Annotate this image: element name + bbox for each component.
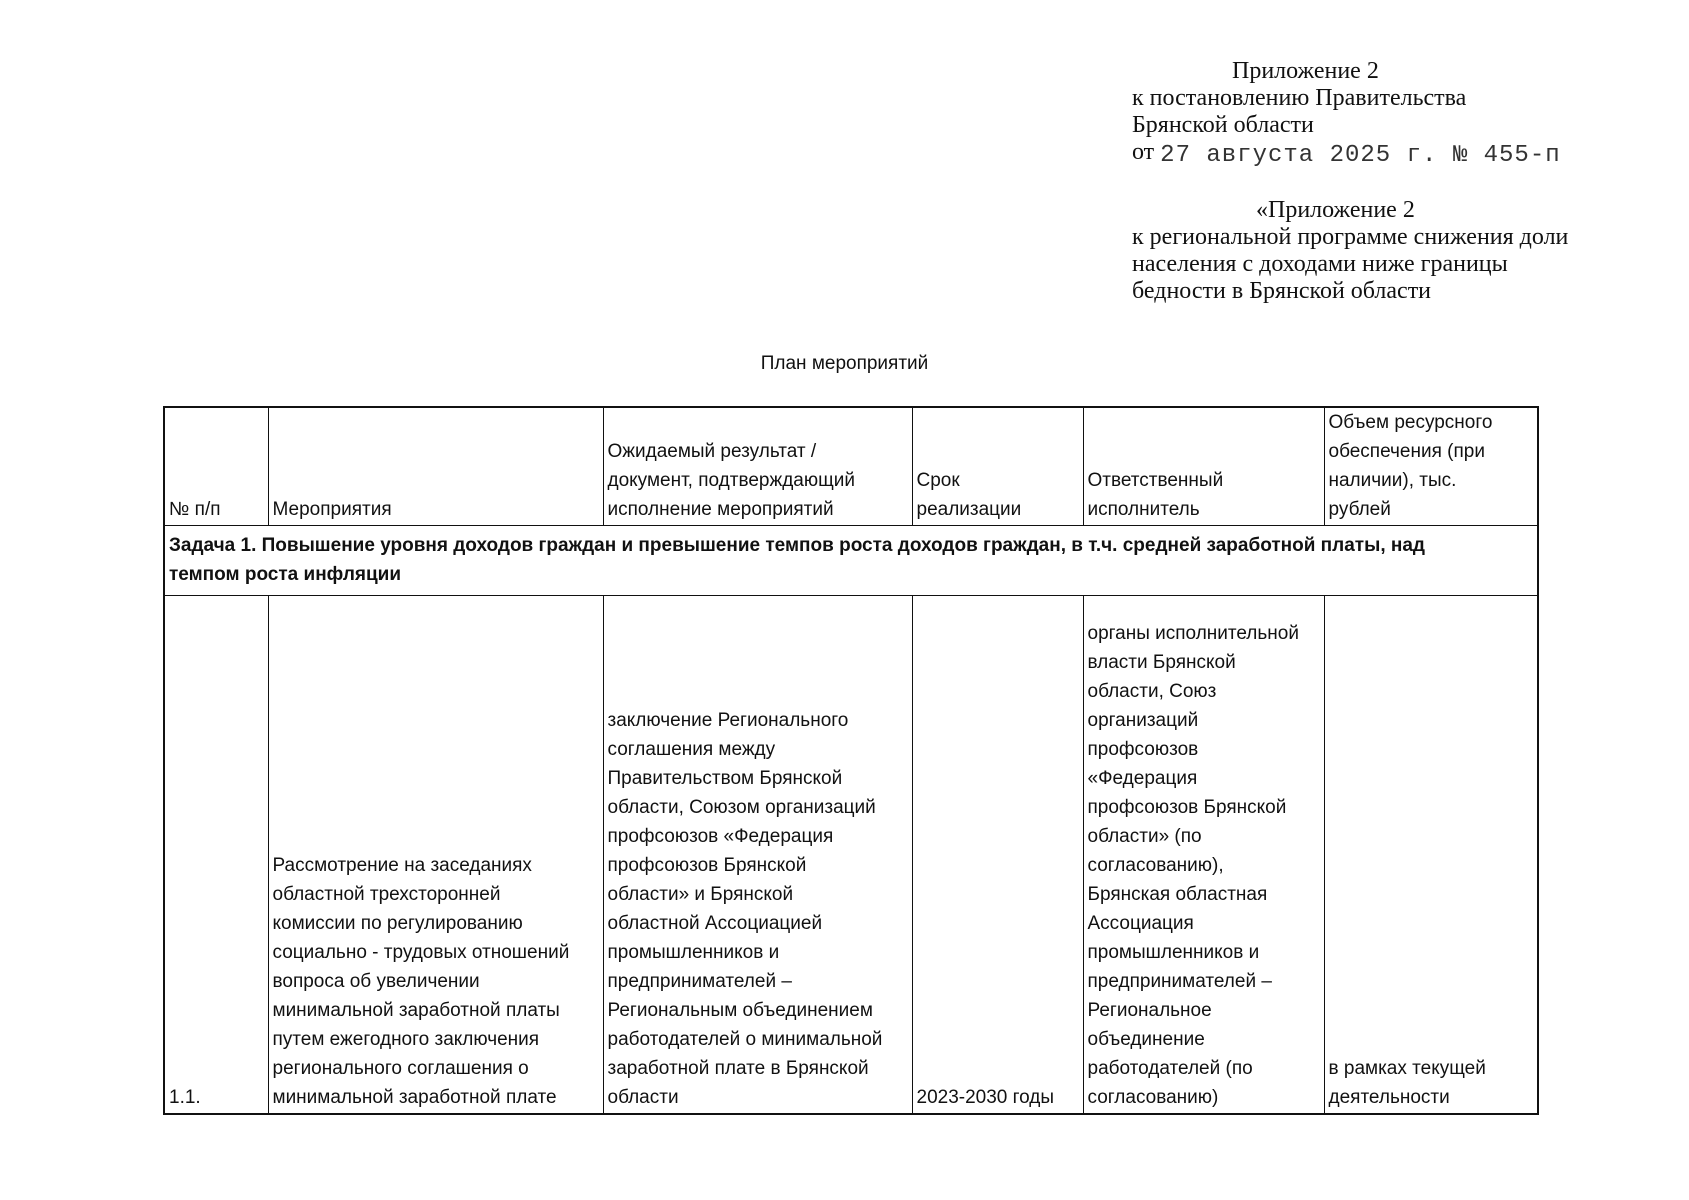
date-prefix: от bbox=[1132, 139, 1155, 165]
row-executor: органы исполнительной власти Брянской области, Союз организаций профсоюзов «Федерация профсоюзов Брянской области» (по согласованию), Брянская областная Ассоциация промышленников и предпринимателей – Региональное объединение работодателей (по согласованию) bbox=[1083, 596, 1324, 1115]
row-expected-result: заключение Регионального соглашения между Правительством Брянской области, Союзом организаций профсоюзов «Федерация профсоюзов Брянской области» и Брянской областной Ассоциацией промышленников и предпринимателей – Региональным объединением работодателей о минимальной заработной плате в Брянской области bbox=[603, 596, 912, 1115]
row-funding: в рамках текущей деятельности bbox=[1324, 596, 1538, 1115]
document-title: План мероприятий bbox=[760, 353, 929, 374]
task-1-title: Задача 1. Повышение уровня доходов граждан и превышение темпов роста доходов граждан, в т.ч. средней заработной платы, над темпом роста инфляции bbox=[164, 526, 1538, 596]
region-name: Брянской области bbox=[1132, 112, 1314, 138]
column-header-activities: Мероприятия bbox=[268, 407, 603, 526]
table-header-row bbox=[164, 407, 1538, 526]
row-period: 2023-2030 годы bbox=[912, 596, 1083, 1115]
program-reference-line-1: к региональной программе снижения доли bbox=[1132, 224, 1569, 250]
appendix-title: Приложение 2 bbox=[1232, 58, 1379, 84]
column-header-funding: Объем ресурсного обеспечения (при наличии), тыс. рублей bbox=[1324, 407, 1538, 526]
task-row bbox=[164, 526, 1538, 596]
column-header-period: Срок реализации bbox=[912, 407, 1083, 526]
program-reference-line-3: бедности в Брянской области bbox=[1132, 278, 1432, 304]
table-row bbox=[164, 596, 1538, 1115]
appendix-header bbox=[1132, 58, 1672, 305]
row-activity: Рассмотрение на заседаниях областной трехсторонней комиссии по регулированию социально - трудовых отношений вопроса об увеличении минимальной заработной платы путем ежегодного заключения регионального соглашения о минимальной заработной плате bbox=[268, 596, 603, 1115]
action-plan-table bbox=[163, 406, 1539, 1115]
program-reference-line-2: населения с доходами ниже границы bbox=[1132, 251, 1508, 277]
column-header-expected-result: Ожидаемый результат / документ, подтверждающий исполнение мероприятий bbox=[603, 407, 912, 526]
column-header-number: № п/п bbox=[164, 407, 268, 526]
column-header-executor: Ответственный исполнитель bbox=[1083, 407, 1324, 526]
program-appendix-title: «Приложение 2 bbox=[1256, 197, 1415, 223]
resolution-date-line bbox=[1132, 139, 1672, 167]
resolution-date-number: 27 августа 2025 г. № 455-п bbox=[1160, 142, 1561, 169]
row-number: 1.1. bbox=[164, 596, 268, 1115]
resolution-reference: к постановлению Правительства bbox=[1132, 85, 1467, 111]
